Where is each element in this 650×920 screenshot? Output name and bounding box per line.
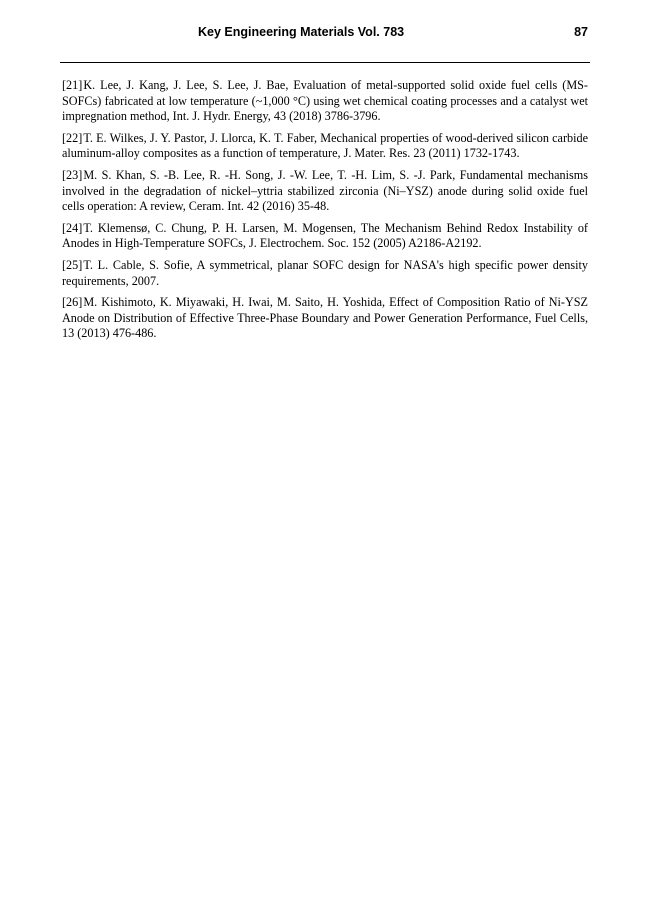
page-number: 87 [574, 25, 588, 39]
reference-24 [62, 221, 588, 252]
header-divider [60, 62, 590, 63]
reference-text: T. E. Wilkes, J. Y. Pastor, J. Llorca, K. T. Faber, Mechanical properties of wood-derived silicon carbide aluminum-alloy composites as a function of temperature, J. Mater. Res. 23 (2011) 1732-1743. [62, 130, 588, 161]
journal-title: Key Engineering Materials Vol. 783 [198, 25, 405, 39]
page-header [60, 22, 590, 44]
reference-26 [62, 295, 588, 342]
reference-text: T. Klemensø, C. Chung, P. H. Larsen, M. Mogensen, The Mechanism Behind Redox Instability of Anodes in High-Temperature SOFCs, J. Electrochem. Soc. 152 (2005) A2186-A2192. [62, 220, 588, 251]
reference-text: K. Lee, J. Kang, J. Lee, S. Lee, J. Bae, Evaluation of metal-supported solid oxide fuel cells (MS-SOFCs) fabricated at low temperature (~1,000 °C) using wet chemical coating processes and a catalyst wet impregnation method, Int. J. Hydr. Energy, 43 (2018) 3786-3796. [62, 78, 588, 124]
reference-number: [23] [62, 167, 83, 182]
reference-number: [21] [62, 78, 83, 92]
reference-number: [26] [62, 295, 83, 310]
reference-23 [62, 168, 588, 215]
reference-text: M. Kishimoto, K. Miyawaki, H. Iwai, M. Saito, H. Yoshida, Effect of Composition Ratio of Ni-YSZ Anode on Distribution of Effective Three-Phase Boundary and Power Generation Performance, Fuel Cells, 13 (2013) 476-486. [62, 295, 588, 341]
reference-text: M. S. Khan, S. -B. Lee, R. -H. Song, J. -W. Lee, T. -H. Lim, S. -J. Park, Fundamental mechanisms involved in the degradation of nickel–yttria stabilized zirconia (Ni–YSZ) anode during solid oxide fuel cells operation: A review, Ceram. Int. 42 (2016) 35-48. [62, 167, 588, 214]
reference-22 [62, 131, 588, 162]
reference-25 [62, 258, 588, 289]
reference-text: T. L. Cable, S. Sofie, A symmetrical, planar SOFC design for NASA's high specific power density requirements, 2007. [62, 257, 588, 288]
reference-number: [24] [62, 220, 83, 235]
reference-list [62, 78, 588, 348]
reference-number: [25] [62, 257, 83, 272]
reference-number: [22] [62, 130, 83, 145]
reference-21 [62, 78, 588, 125]
